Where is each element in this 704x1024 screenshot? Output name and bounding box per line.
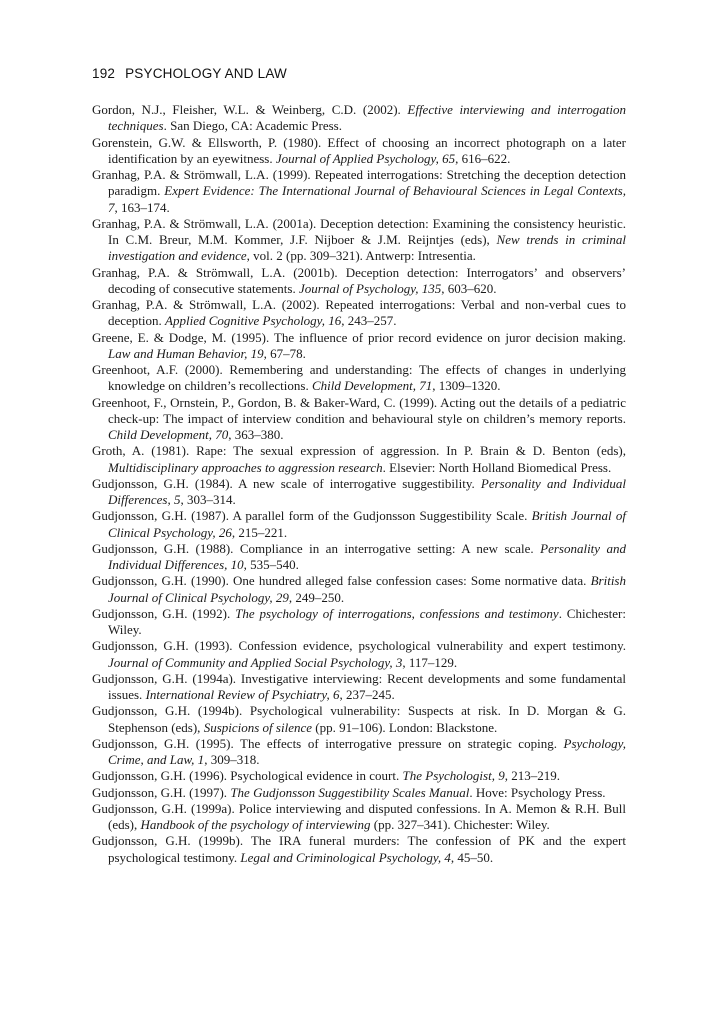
reference-text: Gudjonsson, G.H. (1987). A parallel form of the Gudjonsson Suggestibility Scale. bbox=[92, 508, 532, 524]
reference-source-italic: Multidisciplinary approaches to aggression research bbox=[108, 459, 383, 475]
reference-source-italic: Applied Cognitive Psychology, 16 bbox=[165, 313, 342, 329]
reference-text: Gudjonsson, G.H. (1994b). Psychological vulnerability: Suspects at risk. In D. Morgan & G. Stephenson (eds), bbox=[92, 703, 626, 735]
reference-text-tail: , 45–50. bbox=[450, 849, 494, 865]
reference-entry bbox=[92, 736, 626, 769]
reference-entry bbox=[92, 833, 626, 866]
reference-text-tail: . Chichester: Wiley. bbox=[108, 605, 626, 637]
reference-source-italic: British Journal of Clinical Psychology, 29 bbox=[108, 573, 626, 605]
reference-entry bbox=[92, 476, 626, 509]
running-header bbox=[92, 66, 287, 81]
running-title: PSYCHOLOGY AND LAW bbox=[125, 66, 287, 81]
reference-text-tail: , 616–622. bbox=[455, 150, 511, 166]
reference-source-italic: The Psychologist, 9 bbox=[402, 768, 505, 784]
reference-source-italic: New trends in criminal investigation and evidence bbox=[108, 232, 627, 264]
reference-text: Gudjonsson, G.H. (1993). Confession evidence, psychological vulnerability and expert testimony. bbox=[92, 638, 626, 654]
reference-source-italic: Expert Evidence: The International Journal of Behavioural Sciences in Legal Contexts, 7 bbox=[108, 183, 626, 215]
reference-text-tail: , 67–78. bbox=[263, 345, 306, 361]
reference-entry bbox=[92, 573, 626, 606]
reference-source-italic: British Journal of Clinical Psychology, 26 bbox=[108, 508, 626, 540]
reference-text: Gordon, N.J., Fleisher, W.L. & Weinberg, C.D. (2002). bbox=[92, 102, 408, 117]
reference-text: Granhag, P.A. & Strömwall, L.A. (2002). Repeated interrogations: Verbal and non-verbal cues to deception. bbox=[92, 297, 626, 329]
reference-entry bbox=[92, 671, 626, 704]
reference-text: Gudjonsson, G.H. (1995). The effects of interrogative pressure on strategic coping. bbox=[92, 735, 564, 751]
reference-text-tail: . Hove: Psychology Press. bbox=[469, 784, 606, 800]
reference-entry bbox=[92, 167, 626, 216]
reference-text: Gudjonsson, G.H. (1992). bbox=[92, 605, 236, 621]
reference-entry bbox=[92, 768, 626, 784]
reference-source-italic: Child Development, 70 bbox=[108, 427, 229, 442]
reference-text: Gorenstein, G.W. & Ellsworth, P. (1980). Effect of choosing an incorrect photograph on a later identification by an eyewitness. bbox=[92, 134, 626, 166]
reference-text: Granhag, P.A. & Strömwall, L.A. (2001b). Deception detection: Interrogators’ and observers’ decoding of consecutive statements. bbox=[92, 264, 626, 296]
reference-entry bbox=[92, 801, 626, 834]
reference-text: Gudjonsson, G.H. (1996). Psychological evidence in court. bbox=[92, 768, 403, 784]
reference-source-italic: Journal of Community and Applied Social Psychology, 3 bbox=[108, 654, 403, 670]
reference-source-italic: Personality and Individual Differences, 5 bbox=[108, 475, 626, 507]
reference-text: Gudjonsson, G.H. (1999b). The IRA funeral murders: The confession of PK and the expert psychological testimony. bbox=[92, 833, 626, 865]
reference-entry bbox=[92, 703, 626, 736]
reference-text-tail: , 603–620. bbox=[441, 280, 497, 296]
reference-text-tail: , 237–245. bbox=[339, 687, 395, 702]
reference-text: Granhag, P.A. & Strömwall, L.A. (2001a). Deception detection: Examining the consistency heuristic. In C.M. Breur, M.M. Kommer, J.F. Nijboer & J.M. Reijntjes (eds), bbox=[92, 215, 626, 247]
reference-text: Granhag, P.A. & Strömwall, L.A. (1999). Repeated interrogations: Stretching the deception detection paradigm. bbox=[92, 167, 626, 199]
reference-text-tail: (pp. 91–106). London: Blackstone. bbox=[312, 719, 498, 735]
reference-entry bbox=[92, 216, 626, 265]
reference-text-tail: , 213–219. bbox=[504, 768, 560, 784]
reference-text: Groth, A. (1981). Rape: The sexual expression of aggression. In P. Brain & D. Benton (eds), bbox=[92, 443, 626, 459]
reference-source-italic: Personality and Individual Differences, 10 bbox=[108, 540, 626, 572]
reference-text: Gudjonsson, G.H. (1999a). Police interviewing and disputed confessions. In A. Memon & R.H. Bull (eds), bbox=[92, 800, 626, 832]
page-number: 192 bbox=[92, 66, 116, 81]
reference-entry bbox=[92, 330, 626, 363]
reference-source-italic: The psychology of interrogations, confessions and testimony bbox=[235, 605, 559, 621]
reference-text: Greenhoot, A.F. (2000). Remembering and understanding: The effects of changes in underlying knowledge on children’s recollections. bbox=[92, 362, 626, 394]
reference-source-italic: International Review of Psychiatry, 6 bbox=[145, 687, 340, 702]
reference-text-tail: , 363–380. bbox=[228, 427, 284, 442]
reference-text-tail: , 249–250. bbox=[288, 589, 345, 605]
reference-list bbox=[92, 102, 626, 866]
reference-text: Gudjonsson, G.H. (1988). Compliance in an interrogative setting: A new scale. bbox=[92, 540, 541, 556]
reference-entry bbox=[92, 395, 626, 444]
reference-text-tail: , 309–318. bbox=[204, 752, 260, 767]
reference-entry bbox=[92, 265, 626, 298]
reference-entry bbox=[92, 443, 626, 476]
reference-text: Gudjonsson, G.H. (1997). bbox=[92, 784, 231, 800]
reference-text-tail: (pp. 327–341). Chichester: Wiley. bbox=[370, 817, 550, 832]
reference-text-tail: , vol. 2 (pp. 309–321). Antwerp: Intresentia. bbox=[246, 248, 476, 264]
reference-entry bbox=[92, 297, 626, 330]
reference-text: Gudjonsson, G.H. (1990). One hundred alleged false confession cases: Some normative data. bbox=[92, 573, 591, 589]
reference-text-tail: , 1309–1320. bbox=[432, 378, 501, 394]
reference-text-tail: , 117–129. bbox=[402, 654, 458, 670]
reference-text: Gudjonsson, G.H. (1984). A new scale of interrogative suggestibility. bbox=[92, 475, 481, 491]
reference-text-tail: , 535–540. bbox=[243, 557, 299, 572]
reference-source-italic: Suspicions of silence bbox=[203, 719, 313, 735]
reference-text: Greene, E. & Dodge, M. (1995). The influence of prior record evidence on juror decision making. bbox=[92, 329, 626, 345]
reference-text: Gudjonsson, G.H. (1994a). Investigative interviewing: Recent developments and some fundamental issues. bbox=[92, 670, 626, 702]
reference-entry bbox=[92, 102, 626, 135]
reference-source-italic: Journal of Applied Psychology, 65 bbox=[275, 150, 456, 166]
reference-entry bbox=[92, 541, 626, 574]
reference-entry bbox=[92, 785, 626, 801]
reference-source-italic: The Gudjonsson Suggestibility Scales Manual bbox=[230, 784, 470, 800]
reference-text-tail: . San Diego, CA: Academic Press. bbox=[163, 118, 342, 134]
reference-text-tail: , 163–174. bbox=[114, 199, 170, 215]
reference-source-italic: Journal of Psychology, 135 bbox=[298, 280, 442, 296]
reference-text-tail: , 215–221. bbox=[231, 524, 288, 540]
reference-text-tail: , 303–314. bbox=[180, 492, 236, 507]
reference-source-italic: Legal and Criminological Psychology, 4 bbox=[240, 849, 451, 865]
reference-text-tail: . Elsevier: North Holland Biomedical Press. bbox=[382, 459, 612, 475]
reference-entry bbox=[92, 638, 626, 671]
reference-source-italic: Law and Human Behavior, 19 bbox=[108, 345, 264, 361]
reference-entry bbox=[92, 606, 626, 639]
reference-text-tail: , 243–257. bbox=[341, 313, 397, 329]
reference-text: Greenhoot, F., Ornstein, P., Gordon, B. & Baker-Ward, C. (1999). Acting out the details of a pediatric check-up: The impact of interview condition and behavioural style on children’s memory reports. bbox=[92, 394, 626, 426]
reference-entry bbox=[92, 362, 626, 395]
reference-entry bbox=[92, 508, 626, 541]
reference-entry bbox=[92, 135, 626, 168]
reference-source-italic: Psychology, Crime, and Law, 1 bbox=[108, 735, 626, 767]
reference-source-italic: Child Development, 71 bbox=[311, 378, 433, 394]
reference-source-italic: Handbook of the psychology of interviewing bbox=[140, 817, 371, 832]
reference-source-italic: Effective interviewing and interrogation techniques bbox=[108, 102, 626, 134]
